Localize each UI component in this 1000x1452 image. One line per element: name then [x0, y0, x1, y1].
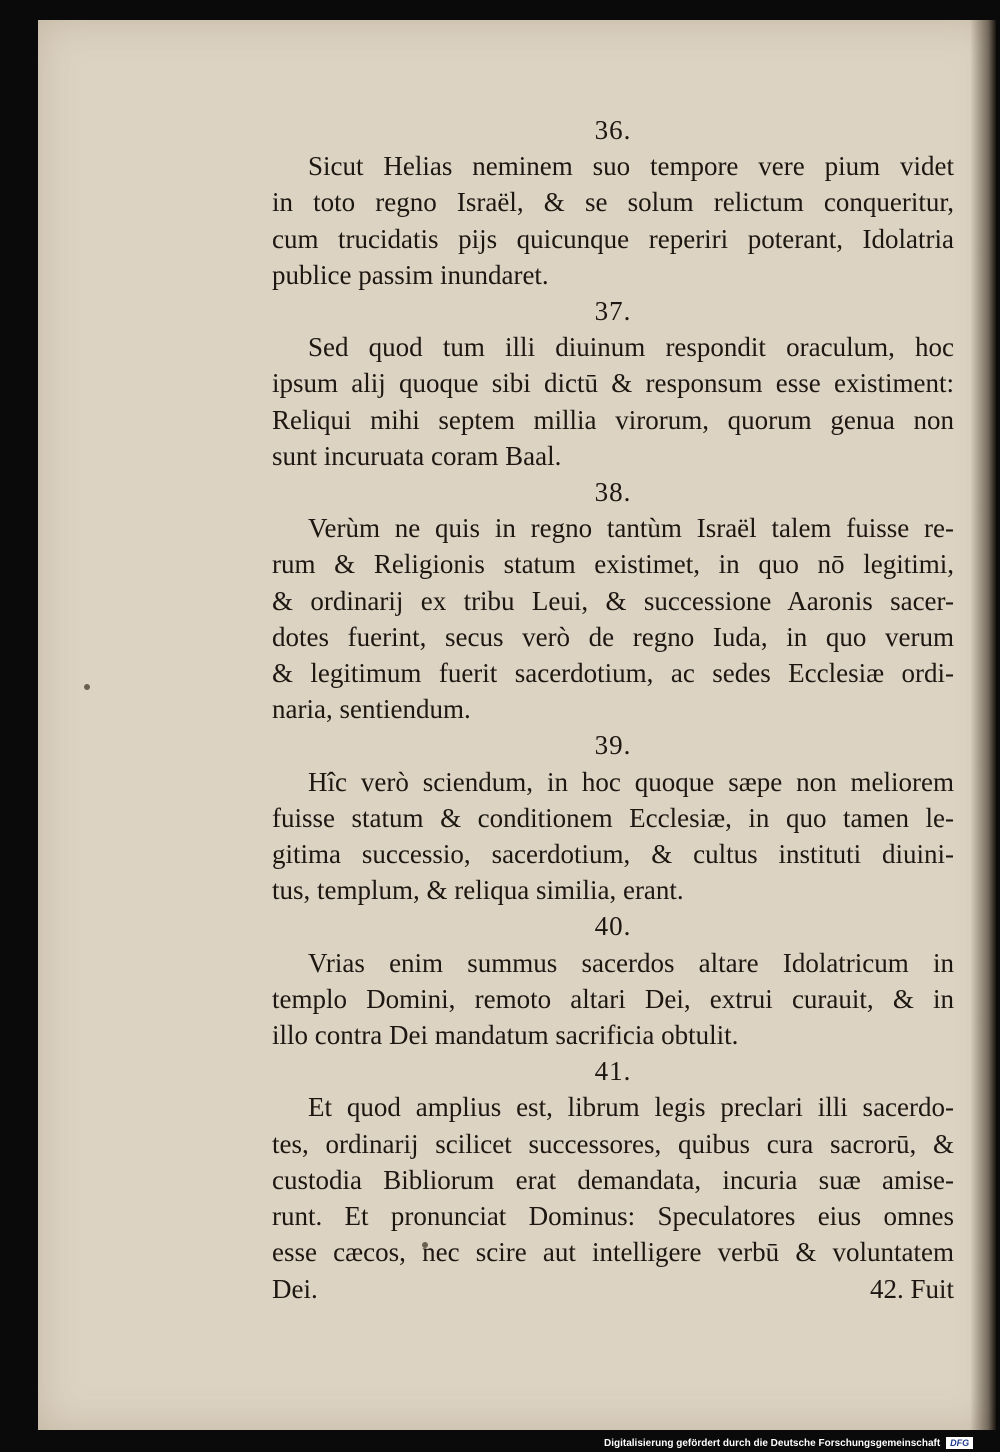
book-page	[38, 20, 996, 1430]
text-line: Verùm ne quis in regno tantùm Israël talem fuisse re-	[308, 513, 954, 544]
catchword: 42. Fuit	[869, 1273, 954, 1304]
section-number: 38.	[594, 477, 632, 508]
text-line: Et quod amplius est, librum legis preclari illi sacerdo-	[308, 1092, 954, 1123]
text-line: dotes fuerint, secus verò de regno Iuda, in quo verum	[272, 621, 954, 652]
text-line: naria, sentiendum.	[272, 694, 471, 725]
final-row	[272, 1271, 954, 1307]
text-line: fuisse statum & conditionem Ecclesiæ, in quo tamen le-	[272, 802, 954, 833]
text-line: tus, templum, & reliqua similia, erant.	[272, 875, 684, 906]
text-line: cum trucidatis pijs quicunque reperiri poterant, Idolatria	[272, 223, 954, 254]
text-line: sunt incuruata coram Baal.	[272, 440, 562, 471]
section-number: 36.	[594, 115, 632, 145]
footer-text: Digitalisierung gefördert durch die Deutsche Forschungsgemeinschaft	[604, 1437, 941, 1449]
text-line: rum & Religionis statum existimet, in quo nō legitimi,	[272, 549, 954, 580]
text-line: Hîc verò sciendum, in hoc quoque sæpe non meliorem	[308, 766, 954, 797]
ink-stain	[84, 684, 90, 690]
page-text	[272, 112, 954, 1307]
final-line: Dei.	[272, 1273, 318, 1304]
dfg-logo: DFG	[946, 1437, 973, 1449]
digitization-footer	[604, 1436, 973, 1450]
text-line: publice passim inundaret.	[272, 259, 549, 290]
text-line: custodia Bibliorum erat demandata, incuria suæ amise-	[272, 1164, 954, 1195]
text-line: Sed quod tum illi diuinum respondit oraculum, hoc	[308, 332, 954, 363]
text-line: illo contra Dei mandatum sacrificia obtulit.	[272, 1020, 739, 1051]
text-line: tes, ordinarij scilicet successores, quibus cura sacrorū, &	[272, 1128, 954, 1159]
text-line: esse cæcos, nec scire aut intelligere verbū & voluntatem	[272, 1237, 954, 1268]
text-line: in toto regno Israël, & se solum relictum conqueritur,	[272, 187, 954, 218]
section-number: 40.	[594, 911, 632, 942]
section-number: 39.	[594, 730, 632, 761]
text-line: Sicut Helias neminem suo tempore vere pium videt	[308, 151, 954, 182]
section-number: 37.	[594, 296, 632, 327]
sections-container	[272, 112, 954, 1271]
text-line: Vrias enim summus sacerdos altare Idolatricum in	[308, 947, 954, 978]
section-number: 41.	[594, 1056, 632, 1087]
page-gutter-shadow	[970, 20, 996, 1430]
text-line: templo Domini, remoto altari Dei, extrui curauit, & in	[272, 983, 954, 1014]
text-line: gitima successio, sacerdotium, & cultus instituti diuini-	[272, 839, 954, 870]
text-line: runt. Et pronunciat Dominus: Speculatores eius omnes	[272, 1201, 954, 1232]
text-line: & legitimum fuerit sacerdotium, ac sedes Ecclesiæ ordi-	[272, 658, 954, 689]
text-line: ipsum alij quoque sibi dictū & responsum esse existiment:	[272, 368, 954, 399]
text-line: Reliqui mihi septem millia virorum, quorum genua non	[272, 404, 954, 435]
text-line: & ordinarij ex tribu Leui, & successione Aaronis sacer-	[272, 585, 954, 616]
